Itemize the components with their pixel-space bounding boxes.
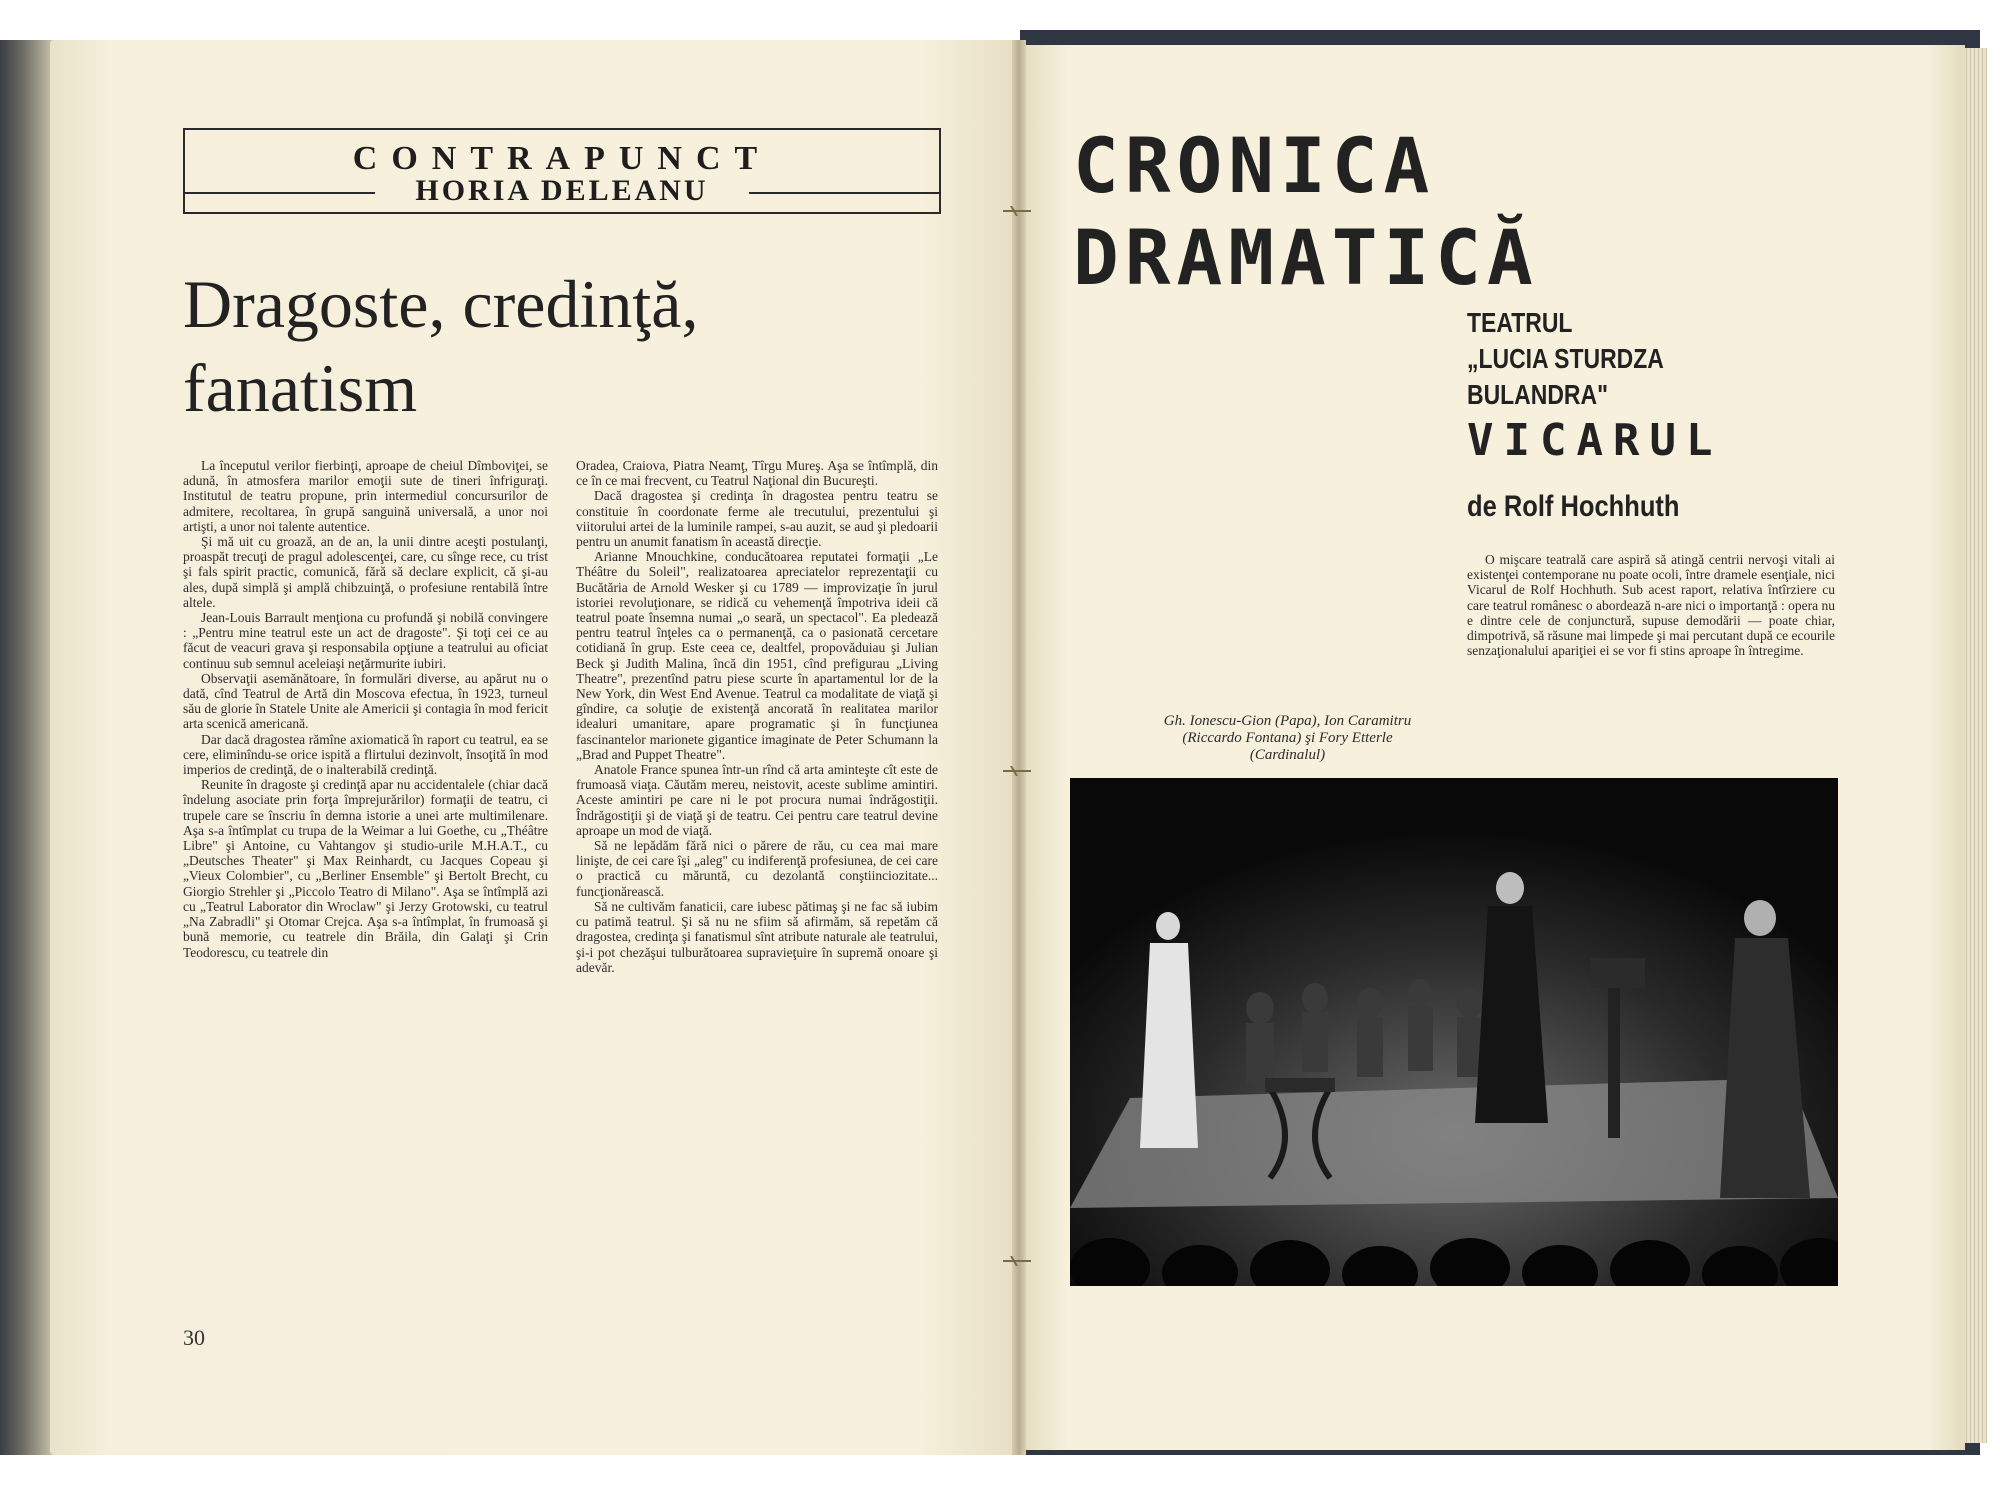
section-title-line: CRONICA [1073,121,1436,210]
theater-name-line: TEATRUL [1467,307,1573,338]
paragraph: Anatole France spunea într-un rînd că arta aminteşte cît este de frumoasă viaţa. Căutăm mereu, neistovit, aceste sublime amintiri. Aceste amintiri pe care ni le pot procura numai îndrăgostiţii. Îndrăgostiţii şi de viaţă şi de teatru. Cei pentru care teatrul devine aproape un mod de viaţă. [576,762,938,838]
paragraph: Jean-Louis Barrault menţiona cu profundă şi nobilă convingere : „Pentru mine teatrul este un act de dragoste". Şi toţi cei ce au făcut de veacuri grava şi responsabila opţiune a teatrului au oficiat continuu sub semnul aceleiaşi neţărmurite iubiri. [183,610,548,671]
caption-line: (Cardinalul) [1249,747,1326,763]
page-number: 30 [183,1325,205,1350]
column-author: HORIA DELEANU [415,174,709,207]
bookmark-tab [1003,763,1031,773]
paragraph: Arianne Mnouchkine, conducătoarea reputatei formaţii „Le Théâtre du Soleil", realizatoarea apreciatelor reprezentaţii cu Bucătăria de Arnold Wesker şi cu 1789 — improvizaţie în jurul istoriei revoluţionare, se ridică cu vehemenţă împotriva ideii că teatrul poate însemna numai „o seară, un spectacol". Ea pledează pentru teatrul înţeles ca o permanenţă, ca o pasionată cercetare cotidiană în grup. Este ceea ce, dealtfel, propovăduiau şi Julian Beck şi Judith Malina, încă din 1951, cînd prefigurau „Living Theatre", prezentînd patru piese scurte în apartamentul lor de la New York, din West End Avenue. Teatrul ca modalitate de viaţă şi gîndire, ca soluţie de existenţă ancorată în realitatea marilor idealuri umanitare, apare programatic şi în funcţiunea fascinantelor marionete gigantice imaginate de Peter Schumann la „Brad and Puppet Theatre". [576,549,938,762]
section-title [1073,120,1539,304]
bookmark-tab [1003,203,1031,213]
paragraph: Să ne lepădăm fără nici o părere de rău, cu cea mai mare linişte, de cei care îşi „aleg" cu indiferenţă profesiunea, de cei care o practică cu măruntă, cu dezolantă conştiinciozitate... funcţionărească. [576,838,938,899]
paragraph: Reunite în dragoste şi credinţă apar nu accidentalele (chiar dacă îndelung asociate prin forţa împrejurărilor) formaţii de teatru, ci trupele care se înscriu în demna istorie a unei arte multimilenare. Aşa s-a întîmplat cu trupa de la Weimar a lui Goethe, cu „Théâtre Libre" şi Antoine, cu Vahtangov şi studio-urile M.H.A.T., cu „Deutsches Theater" şi Max Reinhardt, cu Jacques Copeau şi „Vieux Colombier", cu „Berliner Ensemble" şi Bertolt Brecht, cu Giorgio Strehler şi „Piccolo Teatro di Milano". Aşa se întîmplă azi cu „Teatrul Laborator din Wroclaw" şi Jerzy Grotowski, cu teatrul „Na Zabradli" şi Otomar Crejca. Aşa s-a întîmplat, în frumoasă şi bună memorie, cu teatrele din Brăila, din Galaţi şi Crin Teodorescu, cu teatrele din [183,777,548,960]
photo-caption [1120,713,1455,764]
paragraph: La începutul verilor fierbinţi, aproape de cheiul Dîmboviţei, se adună, în atmosfera marilor emoţii sute de tineri înfriguraţi. Institutul de teatru propune, prin intermediul concursurilor de admitere, recoltarea, în grupă sanguină universală, a unor noi artişti, a unor noi talente autentice. [183,458,548,534]
theater-name-line: „LUCIA STURDZA BULANDRA" [1467,343,1663,410]
review-intro [1467,552,1835,658]
paragraph: Să ne cultivăm fanaticii, care iubesc pătimaş şi ne fac să iubim cu patimă teatrul. Şi să nu ne sfiim să afirmăm, să repetăm că dragostea, credinţa şi fanatismul sînt atribute naturale ale teatrului, şi-i pot chezăşui tulburătoarea supravieţuire în supremă onoare şi adevăr. [576,898,938,975]
paragraph: Dar dacă dragostea rămîne axiomatică în raport cu teatrul, ea se cere, eliminîndu-se orice ispită a flirtului dezinvolt, însoţită în mod imperios de credinţă, de o inalterabilă credinţă. [183,731,548,778]
caption-line: Gh. Ionescu-Gion (Papa), Ion Caramitru [1163,713,1412,729]
paragraph: Oradea, Craiova, Piatra Neamţ, Tîrgu Mureş. Aşa se întîmplă, din ce în ce mai frecvent, cu Teatrul Naţional din Bucureşti. [576,458,938,489]
book-gutter [1012,40,1026,1455]
stage-photo-image [1070,778,1838,1286]
play-author: de Rolf Hochhuth [1467,490,1680,523]
headline-line: fanatism [183,350,418,426]
play-title: VICARUL [1467,415,1723,466]
theater-name [1467,305,1795,413]
section-title-line: DRAMATICĂ [1073,213,1539,302]
headline-line: Dragoste, credinţă, [183,266,699,342]
paragraph: Dacă dragostea şi credinţa în dragostea pentru teatru se constituie în coordonate ferme ale trecutului, prezentului şi viitorului artei de la luminile rampei, s-au auzit, se aud şi pledoarii pentru un anumit fanatism în această direcţie. [576,488,938,550]
column-header-box [183,128,941,214]
paragraph: O mişcare teatrală care aspiră să atingă centrii nervoşi vitali ai existenţei contemporane nu poate ocoli, între dramele esenţiale, nici Vicarul de Rolf Hochhuth. Sub acest raport, relativa întîrziere cu care teatrul românesc o abordează n-are nici o importanţă : opera nu e dintre cele de conjunctură, supuse demodării — poate chiar, dimpotrivă, să răsune mai limpede şi mai percutant după ce ecourile senzaţionalului apariţiei ei se vor fi stins aproape în întregime. [1467,552,1835,659]
paragraph: Şi mă uit cu groază, an de an, la unii dintre aceşti postulanţi, proaspăt trecuţi de pragul adolescenţei, care, cu sînge rece, cu trist şi fals spirit practic, comunică, fără să declare explicit, că şi-au ales, după simplă şi amplă chibzuinţă, o profesiune rentabilă între altele. [183,534,548,610]
caption-line: (Riccardo Fontana) şi Fory Etterle [1182,730,1393,746]
stage-photo [1070,778,1838,1286]
book-binding [0,40,55,1455]
paragraph: Observaţii asemănătoare, în formulări diverse, au apărut nu o dată, cînd Teatrul de Artă din Moscova efectua, în 1923, turneul său de glorie în Statele Unite ale Americii şi contagia în mod fericit arta scenică americană. [183,670,548,732]
bookmark-tab [1003,1253,1031,1263]
article-column-1 [183,458,548,960]
article-column-2 [576,458,938,975]
article-headline [183,262,943,430]
column-name: CONTRAPUNCT [352,140,772,177]
